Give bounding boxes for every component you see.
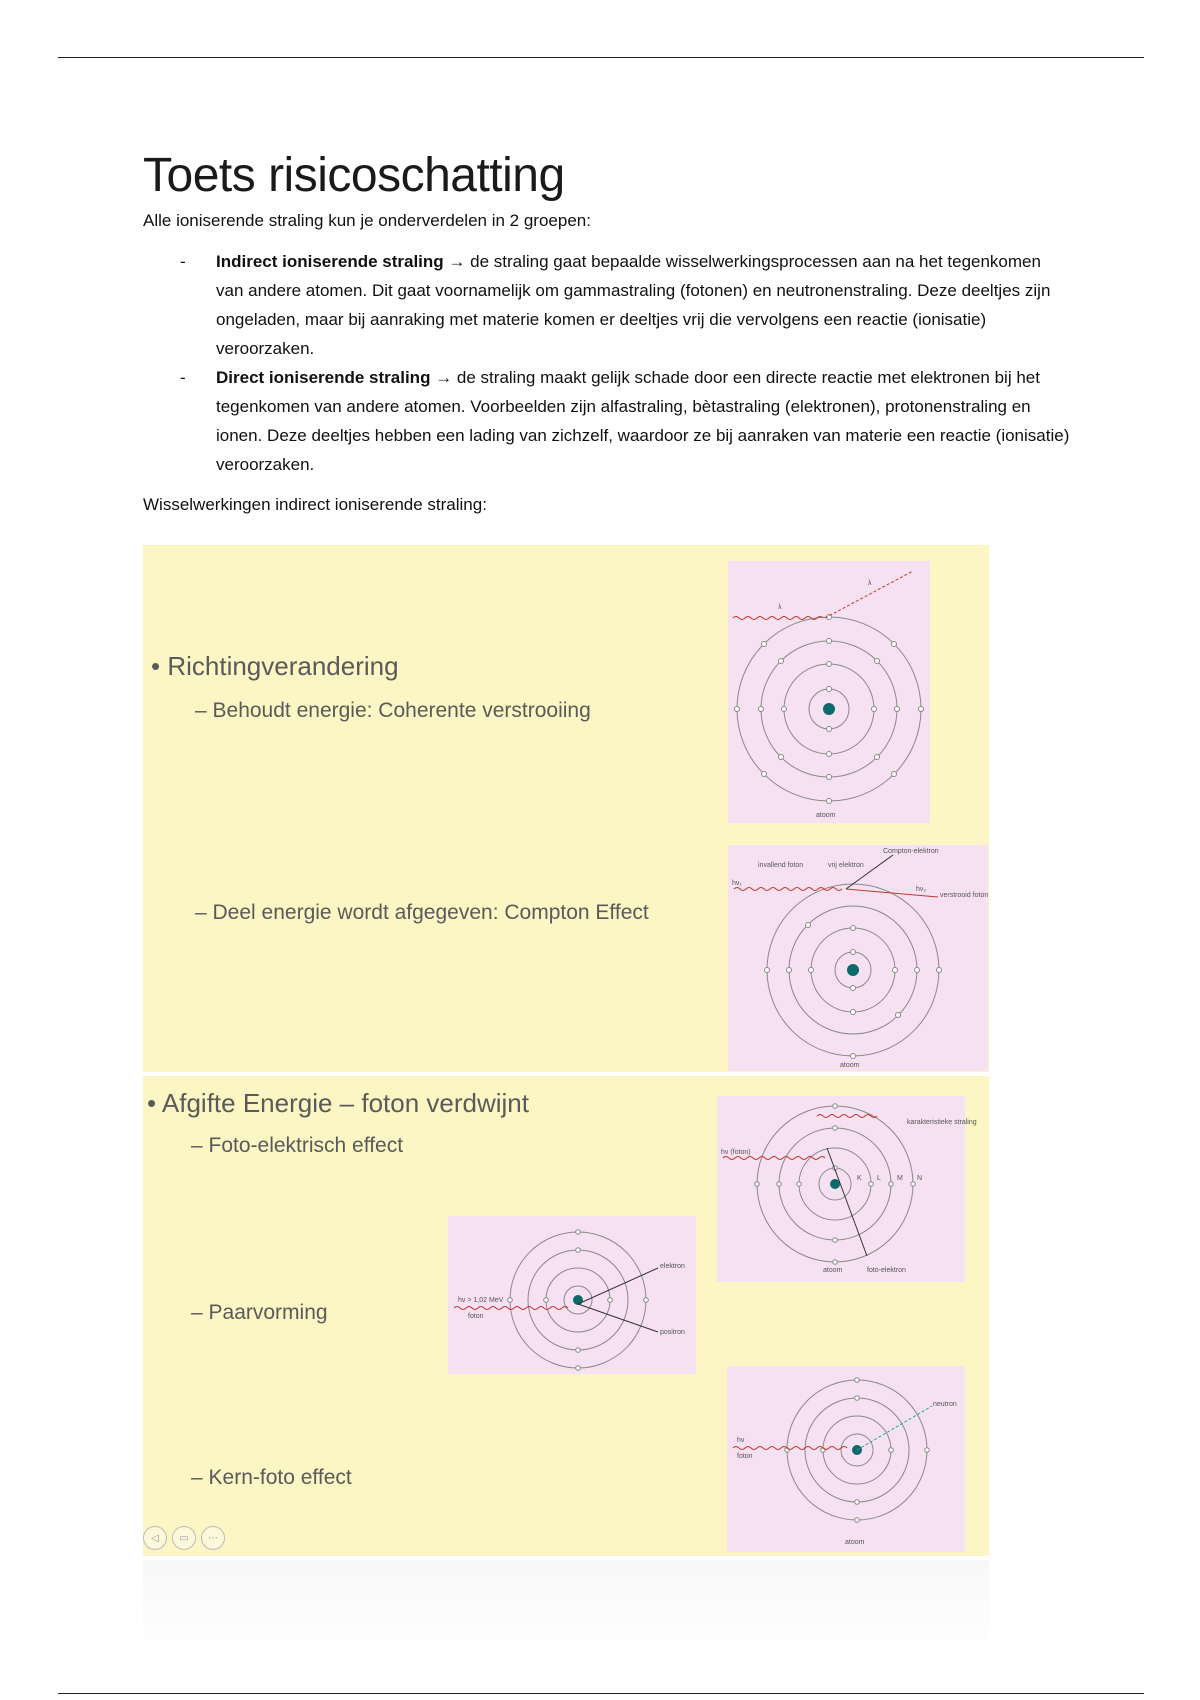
photon-label: foton bbox=[468, 1313, 484, 1320]
slide-controls bbox=[143, 1526, 225, 1550]
electron-label: elektron bbox=[660, 1263, 685, 1270]
atom-caption: atoom bbox=[840, 1062, 860, 1069]
list-item-indirect bbox=[143, 247, 1073, 363]
list-dash: - bbox=[180, 251, 186, 271]
slide-subitem-compton: – Deel energie wordt afgegeven: Compton Effect bbox=[195, 901, 649, 924]
arrow-icon: → bbox=[448, 251, 466, 271]
scattered-photon-label: verstrooid foton bbox=[940, 892, 989, 899]
atom-caption: atoom bbox=[845, 1539, 865, 1546]
photoelectron-caption: foto-elektron bbox=[867, 1267, 906, 1274]
slide-subitem-coherent: – Behoudt energie: Coherente verstrooiing bbox=[195, 699, 591, 722]
atom-caption: atoom bbox=[823, 1267, 843, 1274]
neutron-label: neutron bbox=[933, 1401, 957, 1408]
list-dash: - bbox=[180, 367, 186, 387]
slide-richtingverandering bbox=[143, 545, 989, 1072]
intro-text: Alle ioniserende straling kun je onderverdelen in 2 groepen: bbox=[143, 210, 591, 230]
document-body bbox=[143, 150, 1073, 515]
shell-m-label: M bbox=[897, 1175, 903, 1182]
video-icon[interactable]: ▭ bbox=[172, 1526, 196, 1550]
hv2-label: hν₂ bbox=[916, 886, 927, 893]
atom-caption: atoom bbox=[816, 812, 836, 819]
compton-effect-diagram bbox=[728, 845, 988, 1071]
slide-bullet: • Richtingverandering bbox=[151, 651, 399, 681]
lambda-in-label: λ bbox=[778, 604, 782, 611]
free-electron-label: vrij elektron bbox=[828, 862, 864, 869]
nuclear-photo-effect-diagram bbox=[727, 1366, 965, 1552]
slide-subitem-foto-elektrisch: – Foto-elektrisch effect bbox=[191, 1134, 404, 1157]
slide-shadow bbox=[143, 1560, 989, 1660]
shell-n-label: N bbox=[917, 1175, 923, 1182]
definition-direct: de straling maakt gelijk schade door een directe reactie met elektronen bij het tegenkomen van andere atomen. Voorbeelden zijn alfastraling, bètastraling (elektronen), protonenstraling en ionen. Deze deeltjes hebben een lading van zichzelf, waardoor ze bij aanraken van materie een reactie (ionisatie) veroorzaken. bbox=[216, 367, 1070, 474]
slide-subitem-paarvorming: – Paarvorming bbox=[191, 1301, 328, 1324]
positron-label: positron bbox=[660, 1329, 685, 1336]
slide-afgifte-energie bbox=[143, 1076, 989, 1556]
hv-label: hν bbox=[737, 1437, 745, 1444]
shell-l-label: L bbox=[877, 1175, 881, 1182]
page-title: Toets risicoschatting bbox=[143, 149, 565, 202]
coherent-scatter-diagram bbox=[728, 561, 930, 823]
hv1-label: hν₁ bbox=[732, 880, 742, 887]
photon-energy-label: hν > 1,02 MeV bbox=[458, 1297, 504, 1304]
pair-production-diagram bbox=[448, 1216, 696, 1374]
previous-slide-icon[interactable]: ◁ bbox=[143, 1526, 167, 1550]
shell-k-label: K bbox=[857, 1175, 862, 1182]
arrow-icon: → bbox=[435, 367, 453, 387]
definition-list bbox=[143, 247, 1073, 479]
photoelectric-diagram bbox=[717, 1096, 977, 1282]
slide-subitem-kern-foto: – Kern-foto effect bbox=[191, 1466, 352, 1489]
list-item-direct bbox=[143, 363, 1073, 479]
header-rule bbox=[58, 57, 1144, 58]
compton-electron-label: Compton-elektron bbox=[883, 848, 939, 855]
term-direct: Direct ioniserende straling bbox=[216, 367, 431, 387]
photon-in-label: hν (foton) bbox=[721, 1149, 751, 1156]
section-subheading: Wisselwerkingen indirect ioniserende straling: bbox=[143, 494, 487, 514]
incoming-photon-label: invallend foton bbox=[758, 862, 804, 869]
definition-indirect: de straling gaat bepaalde wisselwerkingsprocessen aan na het tegenkomen van andere atomen. Dit gaat voornamelijk om gammastraling (fotonen) en neutronenstraling. Deze deeltjes zijn ongeladen, maar bij aanraking met materie komen er deeltjes vrij die vervolgens een reactie (ionisatie) veroorzaken. bbox=[216, 251, 1051, 358]
photon-label: foton bbox=[737, 1453, 753, 1460]
characteristic-radiation-label: karakteristieke straling bbox=[907, 1119, 977, 1126]
more-options-icon[interactable]: ⋯ bbox=[201, 1526, 225, 1550]
lambda-out-label: λ bbox=[868, 580, 872, 587]
term-indirect: Indirect ioniserende straling bbox=[216, 251, 444, 271]
footer-rule bbox=[58, 1693, 1144, 1694]
slide-bullet: • Afgifte Energie – foton verdwijnt bbox=[147, 1088, 529, 1118]
